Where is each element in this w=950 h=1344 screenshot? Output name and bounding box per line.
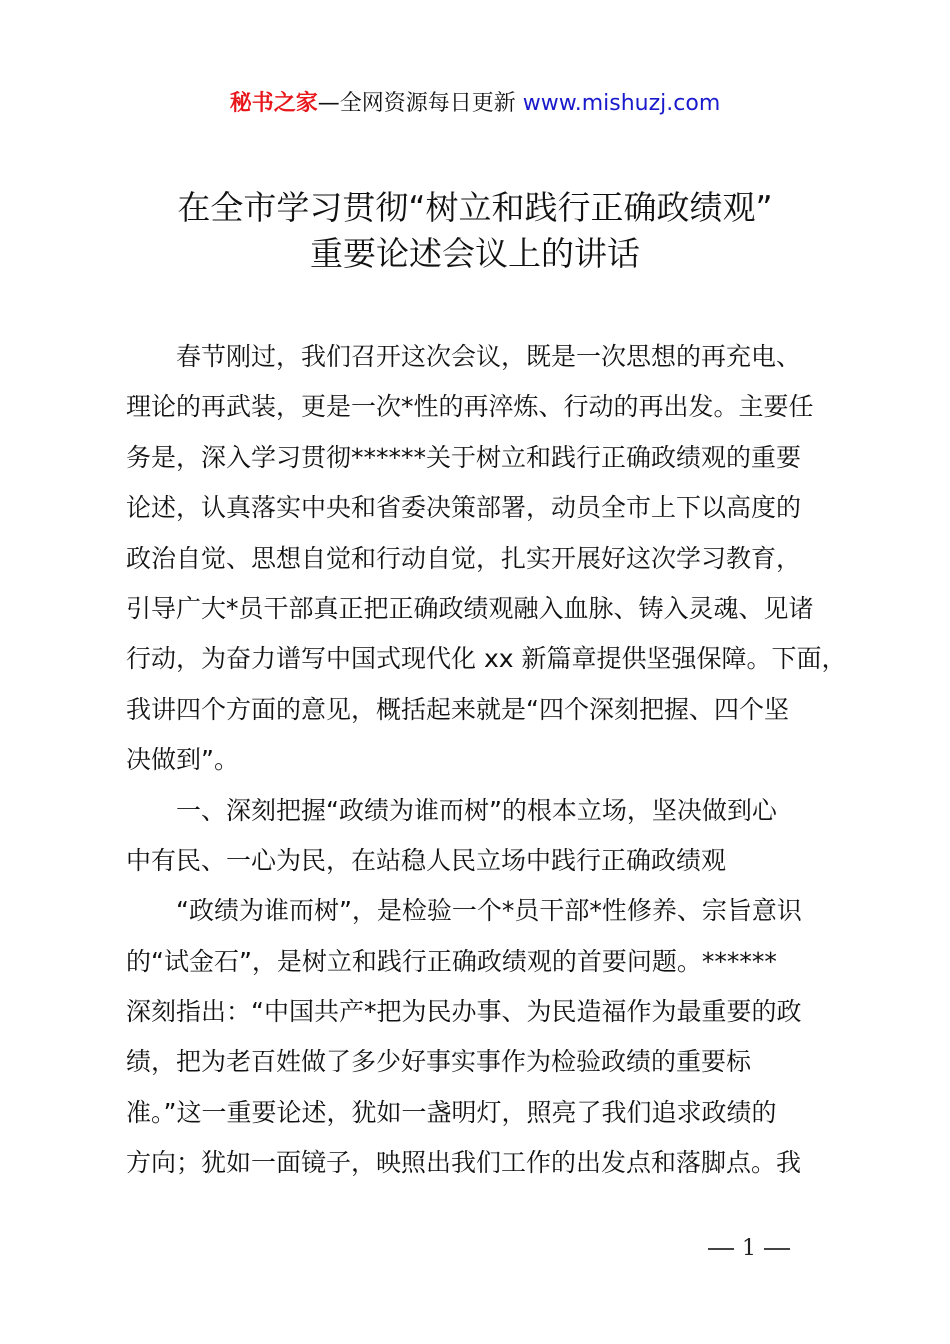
document-body	[126, 332, 847, 1189]
page-number: 1	[742, 1236, 756, 1261]
dash-left	[708, 1248, 734, 1250]
dash-right	[764, 1248, 790, 1250]
section-heading-line: 一、深刻把握“政绩为谁而树”的根本立场，坚决做到心	[176, 795, 777, 825]
document-title-line-1: 在全市学习贯彻“树立和践行正确政绩观”	[177, 188, 773, 227]
body-line: 我讲四个方面的意见，概括起来就是“四个深刻把握、四个坚	[126, 694, 789, 724]
section-heading-line: 中有民、一心为民，在站稳人民立场中践行正确政绩观	[126, 845, 727, 875]
body-line: “政绩为谁而树”，是检验一个*员干部*性修养、宗旨意识	[176, 896, 802, 926]
body-line: 春节刚过，我们召开这次会议，既是一次思想的再充电、	[176, 342, 802, 371]
document-title-line-2: 重要论述会议上的讲话	[310, 234, 640, 273]
body-line: 决做到”。	[126, 745, 239, 775]
site-banner	[0, 88, 950, 120]
page-number-footer	[700, 1236, 790, 1261]
body-line: 政治自觉、思想自觉和行动自觉，扎实开展好这次学习教育，	[126, 543, 802, 573]
body-line: 理论的再武装，更是一次*性的再淬炼、行动的再出发。主要任	[126, 392, 814, 422]
banner-slogan: —全网资源每日更新	[317, 91, 523, 116]
body-line: 准。”这一重要论述，犹如一盏明灯，照亮了我们追求政绩的	[126, 1097, 777, 1127]
body-line: 行动，为奋力谱写中国式现代化 xx 新篇章提供坚强保障。下面，	[126, 644, 847, 674]
body-line: 务是，深入学习贯彻******关于树立和践行正确政绩观的重要	[126, 442, 802, 472]
brand-name: 秘书之家	[229, 91, 318, 116]
body-line: 深刻指出：“中国共产*把为民办事、为民造福作为最重要的政	[126, 997, 802, 1027]
body-line: 的“试金石”，是树立和践行正确政绩观的首要问题。******	[126, 946, 777, 976]
body-line: 方向；犹如一面镜子，映照出我们工作的出发点和落脚点。我	[126, 1148, 802, 1178]
body-line: 引导广大*员干部真正把正确政绩观融入血脉、铸入灵魂、见诸	[126, 593, 814, 623]
body-line: 绩，把为老百姓做了多少好事实事作为检验政绩的重要标	[126, 1047, 752, 1077]
site-url-link[interactable]: www.mishuzj.com	[522, 91, 721, 116]
body-line: 论述，认真落实中央和省委决策部署，动员全市上下以高度的	[126, 493, 802, 523]
